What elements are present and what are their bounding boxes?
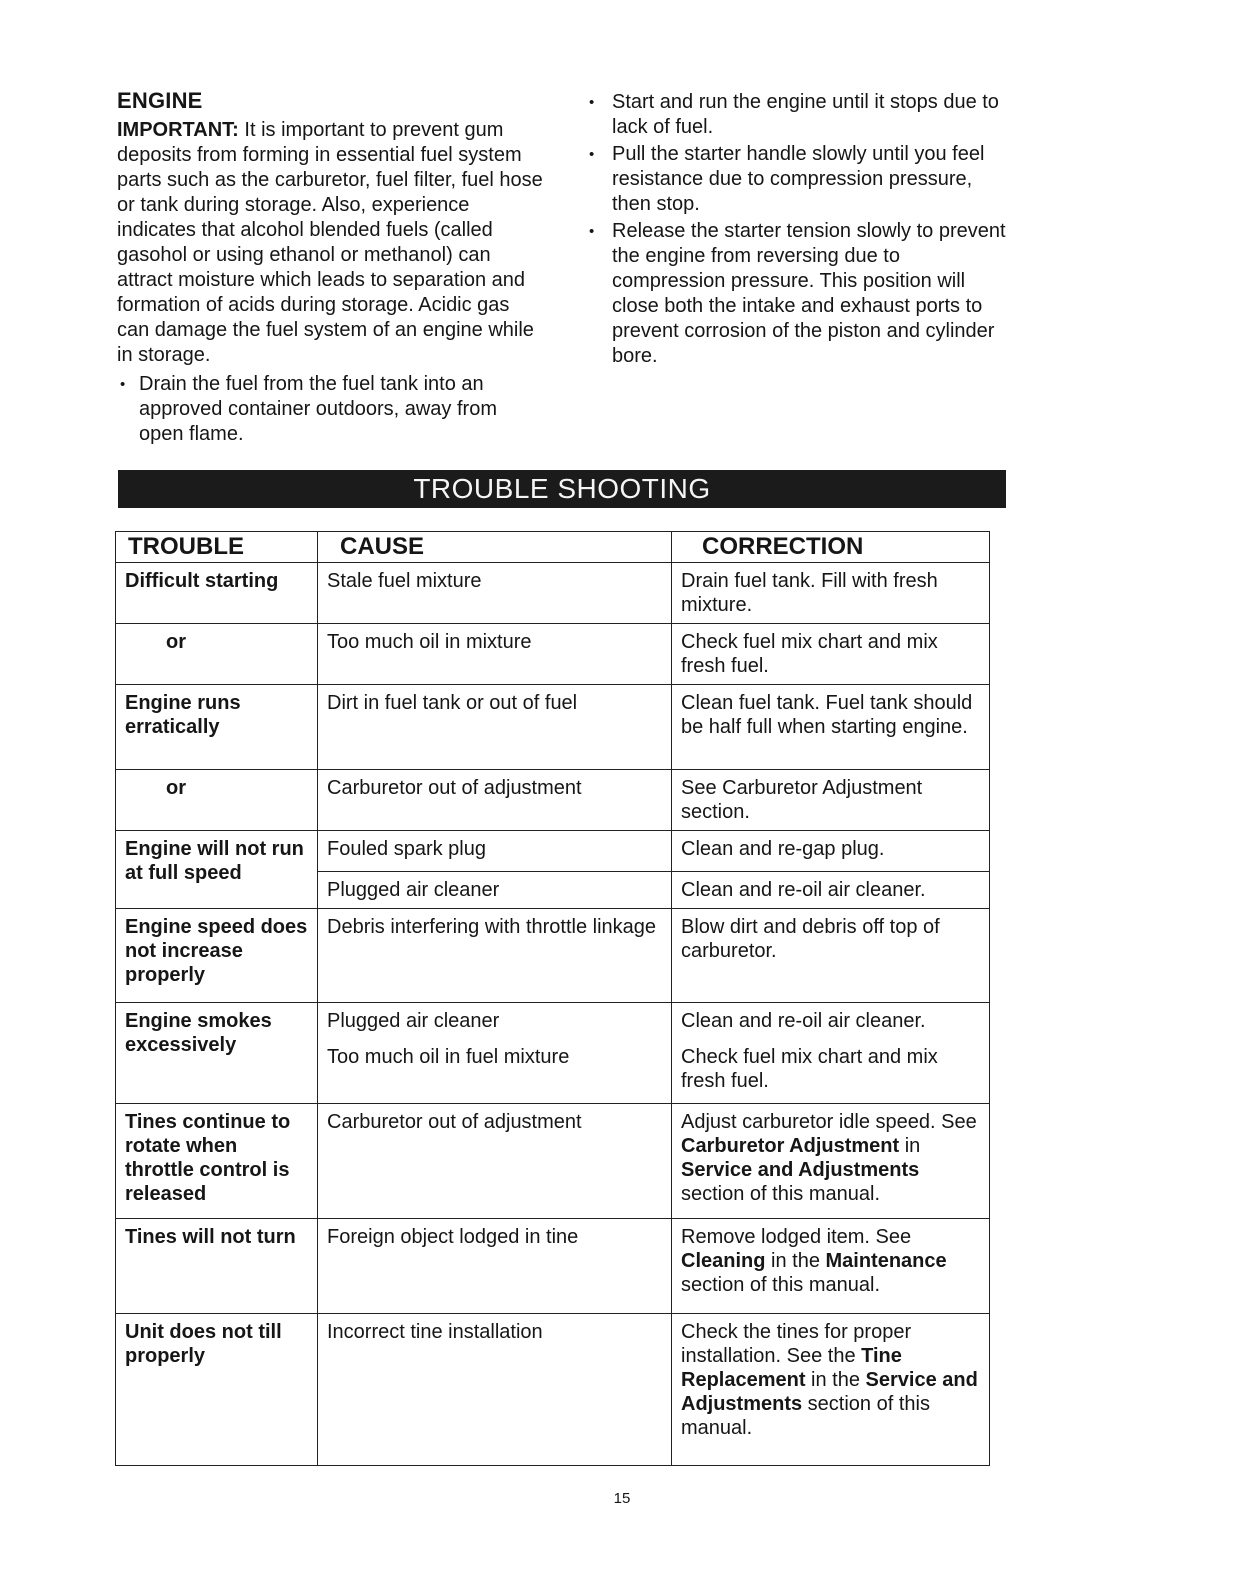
engine-section <box>117 88 547 449</box>
trouble-cell: Unit does not till properly <box>116 1314 318 1466</box>
trouble-cell: Engine runs erratically <box>116 685 318 770</box>
correction-cell <box>672 1003 990 1104</box>
bullet-drain-fuel: • Drain the fuel from the fuel tank into an approved container outdoors, away from open flame. <box>117 372 547 447</box>
cause-line: Plugged air cleaner <box>327 1010 500 1032</box>
correction-ref: Service and Adjustments <box>681 1369 978 1415</box>
cause-cell: Plugged air cleaner <box>318 872 672 909</box>
trouble-shooting-table <box>115 531 990 1466</box>
cause-cell: Too much oil in mixture <box>318 624 672 685</box>
correction-text: Adjust carburetor idle speed. See <box>681 1111 977 1133</box>
correction-text: section of this manual. <box>681 1183 880 1205</box>
correction-ref: Tine Replacement <box>681 1345 902 1391</box>
correction-text: in the <box>765 1250 826 1272</box>
correction-cell: Clean and re-oil air cleaner. <box>672 872 990 909</box>
cause-cell: Foreign object lodged in tine <box>318 1219 672 1314</box>
cause-cell: Fouled spark plug <box>318 831 672 872</box>
header-correction: CORRECTION <box>672 532 990 563</box>
correction-ref: Cleaning <box>681 1250 766 1272</box>
correction-cell: Drain fuel tank. Fill with fresh mixture. <box>672 563 990 624</box>
trouble-cell: or <box>116 770 318 831</box>
table-row <box>116 1314 990 1466</box>
important-paragraph <box>117 118 547 368</box>
correction-cell: See Carburetor Adjustment section. <box>672 770 990 831</box>
correction-ref: Service and Adjustments <box>681 1159 920 1181</box>
correction-line: Check fuel mix chart and mix fresh fuel. <box>681 1046 938 1092</box>
table-row <box>116 1003 990 1104</box>
table-row <box>116 1219 990 1314</box>
bullet-release-tension: • Release the starter tension slowly to prevent the engine from reversing due to compression pressure. This position will close both the intake and exhaust ports to prevent corrosion of the piston and cylinder bore. <box>586 219 1006 369</box>
trouble-cell: Tines will not turn <box>116 1219 318 1314</box>
important-text: It is important to prevent gum deposits from forming in essential fuel system parts such as the carburetor, fuel filter, fuel hose or tank during storage. Also, experience indicates that alcohol blended fuels (called gasohol or using ethanol or methanol) can attract moisture which leads to separation and formation of acids during storage. Acidic gas can damage the fuel system of an engine while in storage. <box>117 119 543 366</box>
table-row <box>116 770 990 831</box>
correction-text: section of this manual. <box>681 1274 880 1296</box>
cause-cell: Carburetor out of adjustment <box>318 1104 672 1219</box>
correction-ref: Maintenance <box>825 1250 947 1272</box>
correction-cell: Blow dirt and debris off top of carburetor. <box>672 909 990 1003</box>
trouble-cell: or <box>116 624 318 685</box>
correction-text: in the <box>805 1369 866 1391</box>
trouble-shooting-banner: TROUBLE SHOOTING <box>118 470 1006 508</box>
table-row <box>116 685 990 770</box>
correction-cell <box>672 1314 990 1466</box>
table-row <box>116 624 990 685</box>
table-row <box>116 563 990 624</box>
header-trouble: TROUBLE <box>116 532 318 563</box>
correction-text: in <box>899 1135 921 1157</box>
correction-cell: Clean fuel tank. Fuel tank should be half full when starting engine. <box>672 685 990 770</box>
correction-cell: Clean and re-gap plug. <box>672 831 990 872</box>
table-row <box>116 831 990 872</box>
bullet-run-engine: • Start and run the engine until it stops due to lack of fuel. <box>586 90 1006 140</box>
correction-ref: Carburetor Adjustment <box>681 1135 900 1157</box>
table-row <box>116 909 990 1003</box>
correction-text: Remove lodged item. See <box>681 1226 912 1248</box>
left-bullet-list <box>117 372 547 447</box>
cause-cell: Incorrect tine installation <box>318 1314 672 1466</box>
trouble-cell: Engine will not run at full speed <box>116 831 318 909</box>
right-bullet-list <box>586 90 1006 369</box>
cause-cell: Dirt in fuel tank or out of fuel <box>318 685 672 770</box>
correction-cell <box>672 1219 990 1314</box>
correction-cell <box>672 1104 990 1219</box>
cause-cell: Debris interfering with throttle linkage <box>318 909 672 1003</box>
correction-line: Clean and re-oil air cleaner. <box>681 1010 926 1032</box>
correction-text: Check the tines for proper installation. See the <box>681 1321 912 1367</box>
cause-cell: Stale fuel mixture <box>318 563 672 624</box>
engine-steps <box>586 90 1006 371</box>
trouble-cell: Tines continue to rotate when throttle control is released <box>116 1104 318 1219</box>
header-cause: CAUSE <box>318 532 672 563</box>
table-header-row <box>116 532 990 563</box>
cause-line: Too much oil in fuel mixture <box>327 1046 570 1068</box>
trouble-cell: Difficult starting <box>116 563 318 624</box>
table-row <box>116 1104 990 1219</box>
cause-cell <box>318 1003 672 1104</box>
page-number: 15 <box>613 1490 631 1507</box>
trouble-cell: Engine speed does not increase properly <box>116 909 318 1003</box>
cause-cell: Carburetor out of adjustment <box>318 770 672 831</box>
trouble-cell: Engine smokes excessively <box>116 1003 318 1104</box>
correction-text: section of this manual. <box>681 1393 930 1439</box>
engine-heading: ENGINE <box>117 88 203 113</box>
important-label: IMPORTANT: <box>117 119 239 141</box>
correction-cell: Check fuel mix chart and mix fresh fuel. <box>672 624 990 685</box>
bullet-pull-starter: • Pull the starter handle slowly until you feel resistance due to compression pressure, then stop. <box>586 142 1006 217</box>
